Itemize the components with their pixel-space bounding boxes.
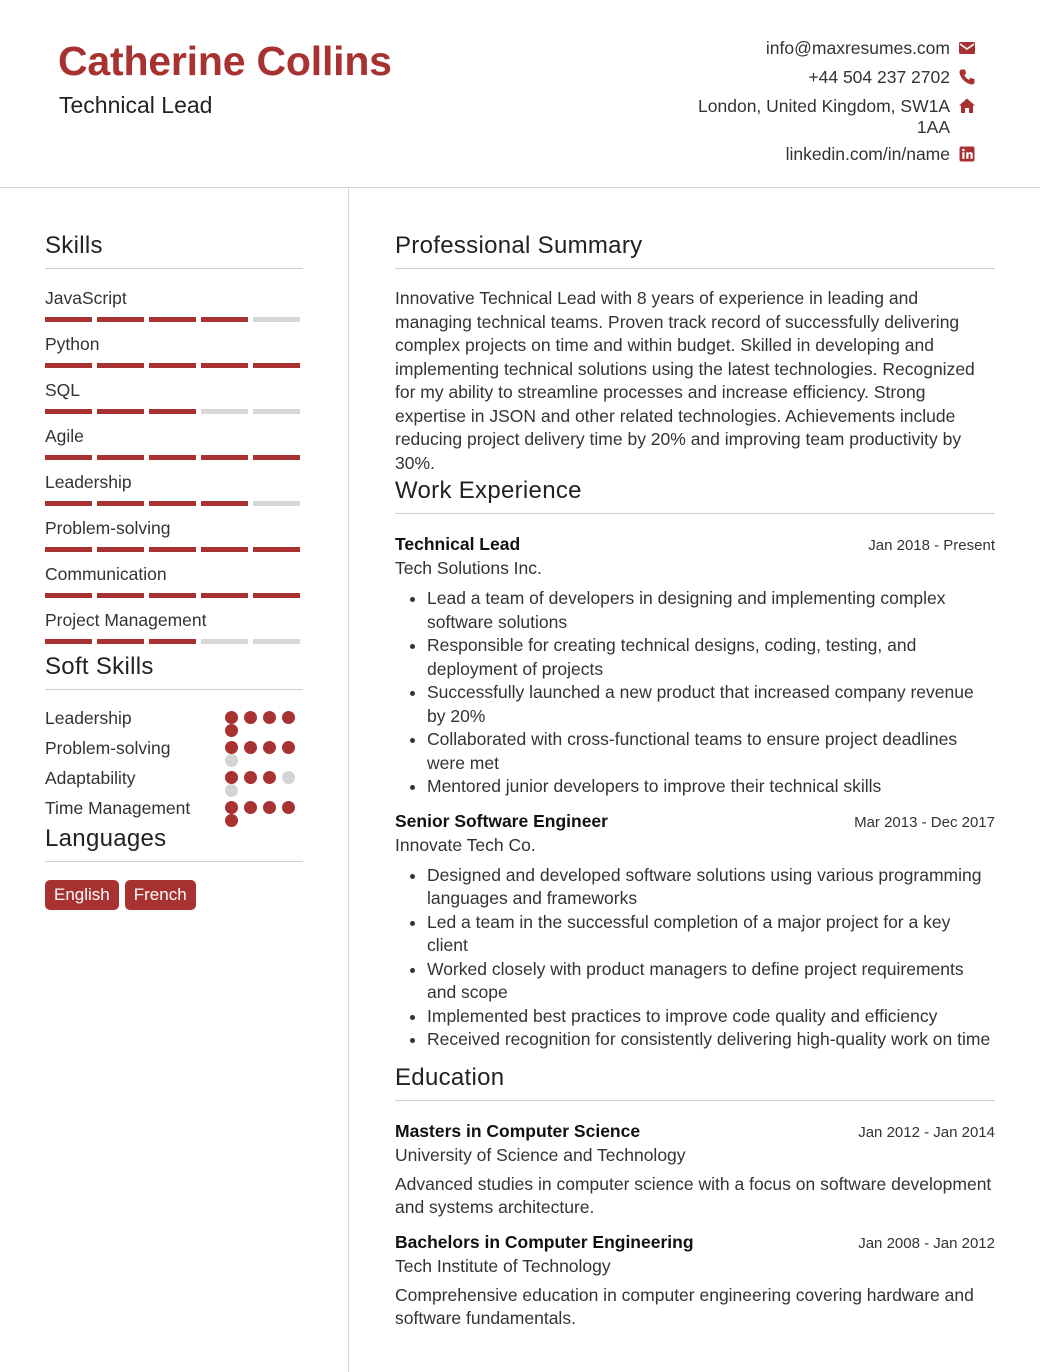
linkedin-text[interactable]: linkedin.com/in/name [785,144,950,164]
rating-segment [201,363,248,368]
soft-skills-list [45,707,303,827]
contact-linkedin[interactable] [646,144,976,165]
soft-skill-name: Problem-solving [45,738,171,758]
languages-list [45,880,303,910]
rating-segment [45,547,92,552]
home-icon [958,97,976,115]
rating-segment [97,317,144,322]
rating-dot [263,741,276,754]
soft-skill-rating-dots [225,801,303,827]
rating-dot [244,711,257,724]
job-company: Tech Solutions Inc. [395,558,542,578]
soft-skill-item [45,767,303,797]
soft-skill-name: Adaptability [45,768,136,788]
education-header [395,1121,995,1142]
rating-dot [225,771,238,784]
skill-name: Leadership [45,472,132,492]
soft-skill-item [45,707,303,737]
rating-segment [149,547,196,552]
rating-segment [253,547,300,552]
skill-name: Project Management [45,610,207,630]
job-date: Mar 2013 - Dec 2017 [854,813,995,831]
skill-rating-bar [45,593,303,598]
skill-name: JavaScript [45,288,127,308]
job-bullet: • Worked closely with product managers to define project requirements and scope [427,958,995,1005]
linkedin-icon [958,145,976,163]
skill-rating-bar [45,363,303,368]
rating-segment [97,639,144,644]
rating-segment [201,409,248,414]
soft-skill-item [45,797,303,827]
summary-heading: Professional Summary [395,232,995,269]
job-bullet: • Received recognition for consistently delivering high-quality work on time [427,1028,995,1052]
skill-rating-bar [45,547,303,552]
skill-item [45,287,303,322]
education-header [395,1232,995,1253]
skill-rating-bar [45,455,303,460]
rating-segment [45,363,92,368]
candidate-title: Technical Lead [59,92,213,118]
rating-segment [201,639,248,644]
column-divider [348,188,349,1372]
right-column [395,232,995,1343]
education-date: Jan 2012 - Jan 2014 [858,1123,995,1141]
rating-segment [253,455,300,460]
job-header [395,534,995,555]
left-column [45,232,303,910]
phone-text[interactable]: +44 504 237 2702 [808,67,950,87]
rating-segment [149,501,196,506]
job-date: Jan 2018 - Present [868,537,995,554]
soft-skill-rating-dots [225,741,303,767]
rating-dot [225,754,238,767]
skill-name: Communication [45,564,167,584]
skill-rating-bar [45,409,303,414]
rating-segment [253,593,300,598]
rating-segment [149,593,196,598]
soft-skill-item [45,737,303,767]
rating-dot [225,711,238,724]
job-entry [395,811,995,1052]
rating-segment [149,317,196,322]
rating-segment [45,501,92,506]
education-school: University of Science and Technology [395,1144,686,1165]
experience-heading: Work Experience [395,477,995,514]
job-bullet: • Responsible for creating technical designs, coding, testing, and deployment of projects [427,634,995,681]
job-bullet: • Mentored junior developers to improve their technical skills [427,775,995,799]
rating-segment [201,317,248,322]
job-title: Technical Lead [395,534,521,554]
job-entry [395,534,995,799]
rating-dot [225,814,238,827]
education-degree: Bachelors in Computer Engineering [395,1231,694,1252]
soft-skill-name: Leadership [45,708,132,728]
soft-skills-heading: Soft Skills [45,653,303,690]
rating-segment [97,593,144,598]
rating-dot [244,771,257,784]
education-entry [395,1121,995,1220]
rating-dot [225,784,238,797]
contact-address [646,96,976,138]
education-date: Jan 2008 - Jan 2012 [858,1234,995,1252]
contact-list [646,38,976,173]
education-school: Tech Institute of Technology [395,1255,611,1276]
job-bullet: • Successfully launched a new product that increased company revenue by 20% [427,681,995,728]
skill-item [45,563,303,598]
rating-dot [282,801,295,814]
skill-name: Agile [45,426,84,446]
rating-segment [201,455,248,460]
rating-segment [97,455,144,460]
job-header [395,811,995,832]
skill-name: Python [45,334,100,354]
rating-dot [263,801,276,814]
language-tag: English [45,880,119,910]
rating-segment [45,455,92,460]
education-entry [395,1232,995,1331]
skill-item [45,517,303,552]
rating-segment [97,363,144,368]
job-bullet: • Collaborated with cross-functional teams to ensure project deadlines were met [427,728,995,775]
email-text[interactable]: info@maxresumes.com [765,38,950,58]
job-bullet: • Designed and developed software solutions using various programming languages and frameworks [427,864,995,911]
rating-dot [282,711,295,724]
rating-segment [253,409,300,414]
skill-rating-bar [45,501,303,506]
rating-segment [201,547,248,552]
contact-phone[interactable] [646,67,976,88]
skills-heading: Skills [45,232,303,269]
phone-icon [958,68,976,86]
rating-segment [97,409,144,414]
contact-email[interactable] [646,38,976,59]
rating-segment [149,455,196,460]
job-bullet: • Led a team in the successful completion of a major project for a key client [427,911,995,958]
rating-segment [201,593,248,598]
soft-skill-rating-dots [225,771,303,797]
rating-dot [225,724,238,737]
rating-dot [263,771,276,784]
rating-dot [244,801,257,814]
skill-item [45,379,303,414]
rating-dot [244,741,257,754]
rating-segment [253,501,300,506]
rating-segment [97,501,144,506]
rating-dot [225,801,238,814]
skill-name: Problem-solving [45,518,171,538]
job-bullet: • Implemented best practices to improve code quality and efficiency [427,1005,995,1029]
rating-segment [97,547,144,552]
job-bullets [395,587,995,799]
rating-segment [45,317,92,322]
candidate-name: Catherine Collins [58,38,392,84]
rating-dot [282,771,295,784]
address-text: London, United Kingdom, SW1A 1AA [698,96,950,137]
education-description: Advanced studies in computer science with a focus on software development and systems architecture. [395,1173,992,1217]
language-tag: French [125,880,196,910]
skills-list [45,287,303,644]
summary-text: Innovative Technical Lead with 8 years of experience in leading and managing technical teams. Proven track record of successfully delivering complex projects on time and within budget. Skilled in developing and implementing technical solutions using the latest technologies. Recognized for my ability to streamline processes and increase efficiency. Strong expertise in JSON and other related technologies. Achievements include reducing project delivery time by 20% and improving team productivity by 30%. [395,288,975,473]
job-title: Senior Software Engineer [395,810,608,831]
soft-skill-rating-dots [225,711,303,737]
rating-dot [282,741,295,754]
skill-item [45,471,303,506]
rating-segment [149,363,196,368]
job-bullets [395,864,995,1052]
rating-segment [45,409,92,414]
education-heading: Education [395,1064,995,1101]
resume-header [0,0,1040,188]
rating-segment [149,409,196,414]
skill-item [45,609,303,644]
rating-segment [201,501,248,506]
education-list [395,1121,995,1331]
rating-segment [253,363,300,368]
rating-segment [45,593,92,598]
rating-segment [45,639,92,644]
skill-rating-bar [45,317,303,322]
languages-heading: Languages [45,825,303,862]
rating-dot [225,741,238,754]
job-bullet: • Lead a team of developers in designing and implementing complex software solutions [427,587,995,634]
envelope-icon [958,39,976,57]
rating-segment [253,317,300,322]
rating-segment [253,639,300,644]
soft-skill-name: Time Management [45,798,191,818]
education-degree: Masters in Computer Science [395,1120,641,1141]
job-company: Innovate Tech Co. [395,834,536,855]
experience-list [395,534,995,1052]
skill-item [45,333,303,368]
rating-segment [149,639,196,644]
education-description: Comprehensive education in computer engineering covering hardware and software fundamentals. [395,1284,974,1328]
skill-item [45,425,303,460]
skill-name: SQL [45,380,81,400]
skill-rating-bar [45,639,303,644]
rating-dot [263,711,276,724]
